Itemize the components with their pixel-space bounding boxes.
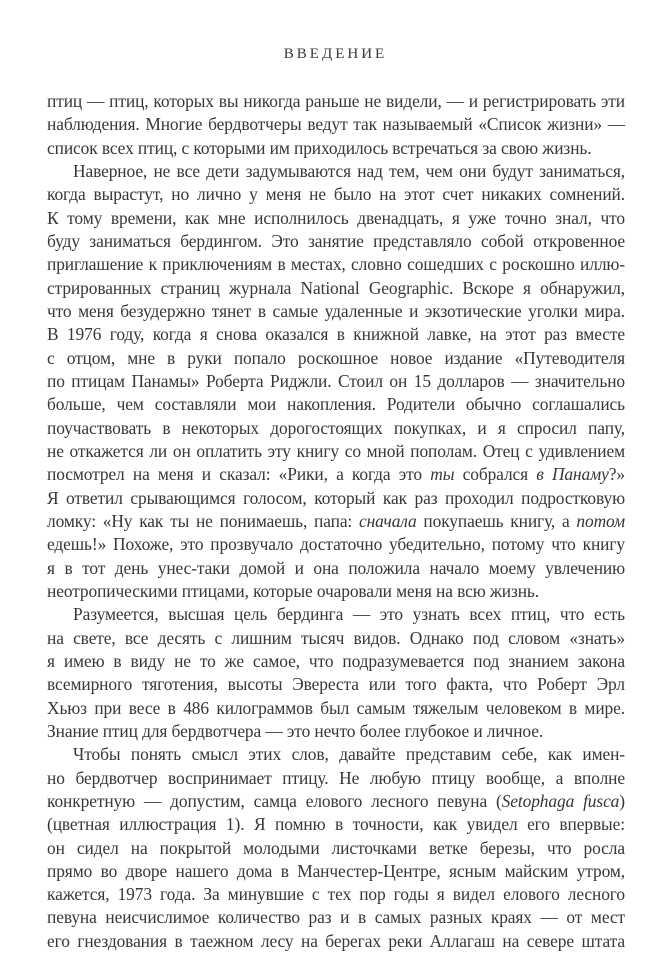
paragraph	[47, 743, 625, 953]
text-run: К тому времени, как мне исполнилось двенадцать, я уже точно знал, что	[47, 207, 625, 228]
text-run: )	[619, 790, 625, 811]
text-line	[47, 906, 625, 929]
text-run: наблюдения. Многие бердвотчеры ведут так называемый «Список жизни» —	[47, 114, 625, 135]
chapter-header: ВВЕДЕНИЕ	[283, 46, 388, 62]
body-text	[47, 90, 625, 953]
paragraph	[47, 603, 625, 743]
text-run: я в тот день унес-таки домой и она положила начало моему увлечению	[47, 557, 625, 578]
text-line	[47, 370, 625, 393]
text-run: я имею в виду не то же самое, что подразумевается под знанием закона	[47, 650, 625, 671]
text-line	[47, 253, 625, 276]
text-run: Знание птиц для бердвотчера — это нечто более глубокое и личное.	[47, 720, 544, 741]
text-run: список всех птиц, с которыми им приходилось встречаться за свою жизнь.	[47, 137, 592, 158]
text-run: что меня безудержно тянет в самые удаленные и экзотические уголки мира.	[47, 300, 625, 321]
text-line	[47, 323, 625, 346]
text-line	[47, 300, 625, 323]
text-run: по птицам Панамы» Роберта Риджли. Стоил он 15 долларов — значительно	[47, 370, 625, 391]
text-run: конкретную — допустим, самца елового лесного певуна (	[47, 790, 502, 811]
text-line	[47, 463, 625, 486]
text-run: покупаешь книгу, а	[416, 510, 577, 531]
text-line	[47, 160, 625, 183]
text-line	[47, 207, 625, 230]
text-line	[47, 580, 625, 603]
text-line	[47, 743, 625, 766]
text-run: не откажется ли он оплатить эту книгу со мной пополам. Отец с удивлением	[47, 440, 625, 461]
text-run: ломку: «Ну как ты не понимаешь, папа:	[47, 510, 359, 531]
text-line	[47, 627, 625, 650]
text-run: ?»	[608, 464, 625, 485]
text-run: стрированных страниц журнала National Geographic. Вскоре я обнаружил,	[47, 277, 625, 298]
text-line	[47, 137, 625, 160]
text-line	[47, 883, 625, 906]
text-line	[47, 533, 625, 556]
text-line	[47, 510, 625, 533]
text-line	[47, 183, 625, 206]
text-run: поучаствовать в некоторых дорогостоящих покупках, и я спросил папу,	[47, 417, 625, 438]
text-run: Я ответил срывающимся голосом, который как раз проходил подростковую	[47, 487, 625, 508]
text-line	[47, 113, 625, 136]
text-run: буду заниматься бердингом. Это занятие представляло собой откровенное	[47, 230, 625, 251]
text-line	[47, 417, 625, 440]
text-run: на свете, все десять с лишним тысяч видов. Однако под словом «знать»	[47, 627, 625, 648]
text-run: когда вырастут, но лично у меня не было на этот счет никаких сомнений.	[47, 184, 625, 205]
paragraph	[47, 90, 625, 160]
text-line	[47, 860, 625, 883]
text-line	[47, 930, 625, 953]
text-run: (цветная иллюстрация 1). Я помню в точности, как увидел его впервые:	[47, 814, 625, 835]
text-run: Наверное, не все дети задумываются над тем, чем они будут заниматься,	[73, 160, 625, 181]
text-run: всемирного тяготения, высоты Эвереста или того факта, что Роберт Эрл	[47, 674, 625, 695]
text-run: Хьюз при весе в 486 килограммов был самым тяжелым человеком в мире.	[47, 697, 625, 718]
text-run: птиц — птиц, которых вы никогда раньше не видели, — и регистрировать эти	[47, 91, 625, 111]
text-line	[47, 347, 625, 370]
text-run: приглашение к приключениям в местах, словно сошедших с роскошно иллю-	[47, 254, 625, 275]
text-run: посмотрел на меня и сказал: «Рики, а когда это	[47, 464, 431, 485]
text-run: В 1976 году, когда я снова оказался в книжной лавке, на этот раз вместе	[47, 324, 625, 345]
text-line	[47, 557, 625, 580]
text-line	[47, 487, 625, 510]
italic-text-run: Setophaga fusca	[501, 790, 620, 811]
text-run: он сидел на покрытой молодыми листочками ветке березы, что росла	[47, 837, 625, 858]
text-line	[47, 837, 625, 860]
text-run: прямо во дворе нашего дома в Манчестер-Центре, ясным майским утром,	[47, 860, 625, 881]
text-line	[47, 90, 625, 113]
text-run: певуна неисчислимое количество раз и в самых разных краях — от мест	[47, 907, 625, 928]
italic-text-run: ты	[430, 464, 455, 485]
text-line	[47, 767, 625, 790]
text-line	[47, 790, 625, 813]
text-line	[47, 440, 625, 463]
text-run: кажется, 1973 года. За минувшие с тех пор годы я видел елового лесного	[47, 884, 625, 905]
text-line	[47, 720, 625, 743]
text-run: но бердвотчер воспринимает птицу. Не любую птицу вообще, а вполне	[47, 767, 625, 788]
text-run: едешь!» Похоже, это прозвучало достаточно убедительно, потому что книгу	[47, 534, 625, 555]
text-run: Разумеется, высшая цель бердинга — это узнать всех птиц, что есть	[73, 604, 625, 625]
text-line	[47, 813, 625, 836]
text-line	[47, 393, 625, 416]
text-line	[47, 603, 625, 626]
text-line	[47, 697, 625, 720]
text-run: с отцом, мне в руки попало роскошное новое издание «Путеводителя	[47, 347, 625, 368]
text-run: неотропическими птицами, которые очаровали меня на всю жизнь.	[47, 580, 540, 601]
italic-text-run: сначала	[358, 510, 417, 531]
text-run: Чтобы понять смысл этих слов, давайте представим себе, как имен-	[73, 744, 625, 765]
paragraph	[47, 160, 625, 603]
italic-text-run: потом	[576, 510, 625, 531]
text-run: его гнездования в таежном лесу на берегах реки Аллагаш на севере штата	[47, 930, 625, 951]
italic-text-run: в Панаму	[536, 464, 609, 485]
text-line	[47, 277, 625, 300]
text-run: больше, чем составляли мои накопления. Родители обычно соглашались	[47, 394, 625, 415]
text-line	[47, 650, 625, 673]
text-line	[47, 230, 625, 253]
text-run: собрался	[454, 464, 537, 485]
text-line	[47, 673, 625, 696]
